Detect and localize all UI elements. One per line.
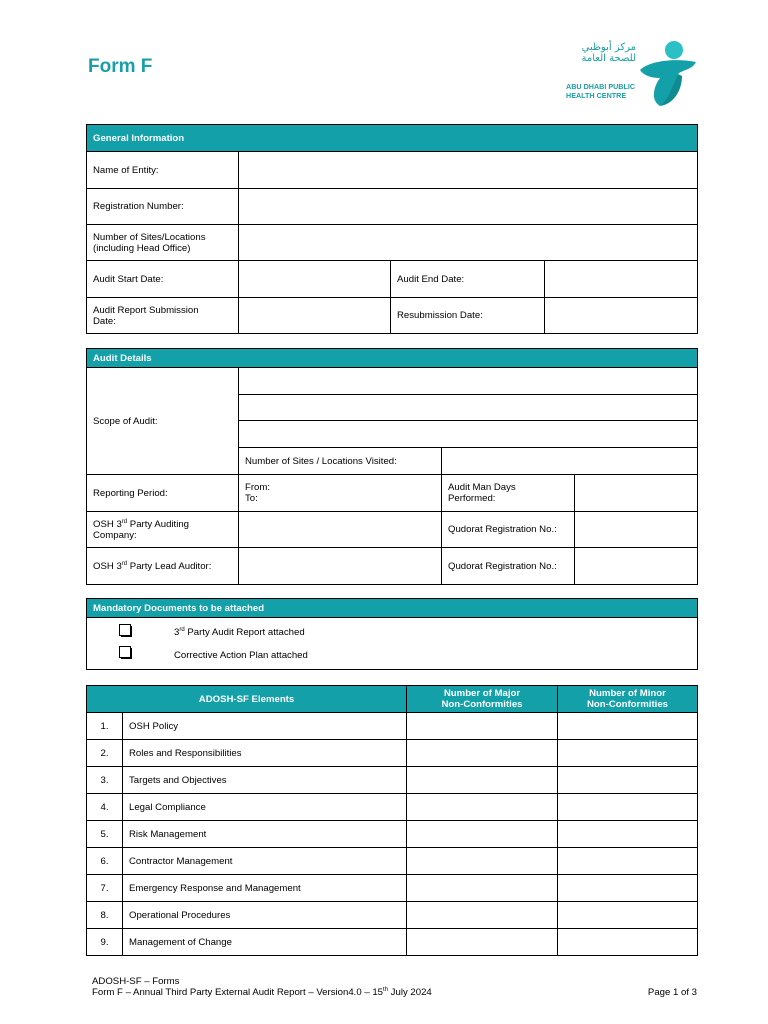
major-nc-header-line2: Non-Conformities xyxy=(441,699,523,710)
row-number: 3. xyxy=(87,767,123,794)
audit-start-date-label: Audit Start Date: xyxy=(87,261,239,298)
minor-nc-cell[interactable] xyxy=(558,821,698,848)
footer-line2-post: July 2024 xyxy=(388,987,432,998)
table-row xyxy=(87,902,698,929)
scope-of-audit-label: Scope of Audit: xyxy=(87,368,239,475)
footer-line1: ADOSH-SF – Forms xyxy=(92,976,180,987)
major-nc-cell[interactable] xyxy=(407,848,558,875)
general-information-heading: General Information xyxy=(87,125,698,152)
major-nc-header-line1: Number of Major xyxy=(443,688,521,699)
man-days-field[interactable] xyxy=(575,475,698,512)
page-number: Page 1 of 3 xyxy=(647,987,697,998)
auditing-company-label-line2: Company: xyxy=(93,529,137,541)
auditing-company-label-post: Party Auditing xyxy=(127,518,190,530)
submission-date-label xyxy=(87,298,239,334)
form-title: Form F xyxy=(88,56,153,77)
doc-audit-report-pre: 3 xyxy=(174,627,180,638)
element-name: OSH Policy xyxy=(123,713,407,740)
major-nc-cell[interactable] xyxy=(407,875,558,902)
major-nc-cell[interactable] xyxy=(407,902,558,929)
entity-name-field[interactable] xyxy=(239,152,698,189)
auditing-company-label-sup: rd xyxy=(121,518,128,525)
logo-english-text xyxy=(566,82,636,100)
row-number: 1. xyxy=(87,713,123,740)
minor-nc-cell[interactable] xyxy=(558,740,698,767)
checkbox-audit-report[interactable] xyxy=(119,624,131,636)
reporting-period-field[interactable] xyxy=(239,475,442,512)
table-row xyxy=(87,848,698,875)
auditing-company-label-pre: OSH 3 xyxy=(93,518,122,530)
table-row xyxy=(87,794,698,821)
checkbox-corrective-action[interactable] xyxy=(119,646,131,658)
man-days-label xyxy=(442,475,575,512)
audit-details-heading: Audit Details xyxy=(87,349,698,368)
doc-corrective-action-label: Corrective Action Plan attached xyxy=(174,650,308,661)
table-row xyxy=(87,929,698,956)
registration-number-label: Registration Number: xyxy=(87,189,239,225)
minor-nc-cell[interactable] xyxy=(558,902,698,929)
mandatory-documents-table xyxy=(86,598,698,670)
major-nc-cell[interactable] xyxy=(407,713,558,740)
major-nc-cell[interactable] xyxy=(407,821,558,848)
scope-of-audit-field-3[interactable] xyxy=(239,421,698,448)
major-nc-cell[interactable] xyxy=(407,794,558,821)
minor-nc-cell[interactable] xyxy=(558,794,698,821)
table-row xyxy=(87,740,698,767)
element-name: Management of Change xyxy=(123,929,407,956)
mandatory-documents-body xyxy=(87,618,698,670)
lead-auditor-label-pre: OSH 3 xyxy=(93,560,122,572)
row-number: 8. xyxy=(87,902,123,929)
qudorat-registration-field-2[interactable] xyxy=(575,548,698,585)
reporting-period-label: Reporting Period: xyxy=(87,475,239,512)
major-nc-cell[interactable] xyxy=(407,740,558,767)
to-label: To: xyxy=(245,493,258,504)
doc-audit-report-sup: rd xyxy=(179,626,185,633)
mandatory-documents-heading: Mandatory Documents to be attached xyxy=(87,599,698,618)
row-number: 4. xyxy=(87,794,123,821)
minor-nc-cell[interactable] xyxy=(558,767,698,794)
auditing-company-field[interactable] xyxy=(239,512,442,548)
sites-count-field[interactable] xyxy=(239,225,698,261)
lead-auditor-label-sup: rd xyxy=(121,560,128,567)
sites-count-label-line1: Number of Sites/Locations xyxy=(93,231,206,243)
audit-end-date-label: Audit End Date: xyxy=(391,261,545,298)
registration-number-field[interactable] xyxy=(239,189,698,225)
element-name: Risk Management xyxy=(123,821,407,848)
qudorat-registration-field-1[interactable] xyxy=(575,512,698,548)
footer-line2-pre: Form F – Annual Third Party External Audit Report – Version4.0 – 15 xyxy=(92,987,383,998)
audit-end-date-field[interactable] xyxy=(545,261,698,298)
minor-nc-header-line1: Number of Minor xyxy=(589,688,666,699)
table-row xyxy=(87,713,698,740)
scope-of-audit-field-2[interactable] xyxy=(239,395,698,421)
sites-visited-field[interactable] xyxy=(442,448,698,475)
man-days-label-line1: Audit Man Days xyxy=(448,482,516,493)
audit-start-date-field[interactable] xyxy=(239,261,391,298)
logo-english-line1: ABU DHABI PUBLIC xyxy=(566,82,636,91)
submission-date-label-line2: Date: xyxy=(93,315,116,327)
row-number: 6. xyxy=(87,848,123,875)
sites-visited-label: Number of Sites / Locations Visited: xyxy=(239,448,442,475)
from-label: From: xyxy=(245,482,271,493)
element-name: Roles and Responsibilities xyxy=(123,740,407,767)
minor-nc-header-line2: Non-Conformities xyxy=(586,699,668,710)
doc-audit-report-post: Party Audit Report attached xyxy=(184,627,305,638)
row-number: 2. xyxy=(87,740,123,767)
auditing-company-label-line1 xyxy=(93,519,232,530)
major-nc-cell[interactable] xyxy=(407,929,558,956)
sites-count-label-line2: (including Head Office) xyxy=(93,242,191,254)
lead-auditor-label xyxy=(87,548,239,585)
sites-count-label xyxy=(87,225,239,261)
qudorat-registration-label-1: Qudorat Registration No.: xyxy=(442,512,575,548)
footer-line2 xyxy=(92,987,432,998)
submission-date-field[interactable] xyxy=(239,298,391,334)
footer-line2-sup: th xyxy=(383,986,389,993)
auditing-company-label xyxy=(87,512,239,548)
minor-nc-cell[interactable] xyxy=(558,929,698,956)
minor-nc-column-header xyxy=(558,686,698,713)
audit-details-table xyxy=(86,348,698,585)
element-name: Operational Procedures xyxy=(123,902,407,929)
lead-auditor-field[interactable] xyxy=(239,548,442,585)
row-number: 5. xyxy=(87,821,123,848)
elements-column-header: ADOSH-SF Elements xyxy=(87,686,407,713)
qudorat-registration-label-2: Qudorat Registration No.: xyxy=(442,548,575,585)
entity-name-label: Name of Entity: xyxy=(87,152,239,189)
row-number: 9. xyxy=(87,929,123,956)
major-nc-column-header xyxy=(407,686,558,713)
table-row xyxy=(87,875,698,902)
submission-date-label-line1: Audit Report Submission xyxy=(93,304,199,316)
footer-document-info xyxy=(92,976,432,998)
element-name: Contractor Management xyxy=(123,848,407,875)
element-name: Legal Compliance xyxy=(123,794,407,821)
minor-nc-cell[interactable] xyxy=(558,713,698,740)
table-row xyxy=(87,821,698,848)
general-information-table xyxy=(86,124,698,334)
element-name: Targets and Objectives xyxy=(123,767,407,794)
logo-arabic-text xyxy=(566,42,636,64)
resubmission-date-label: Resubmission Date: xyxy=(391,298,545,334)
adphc-logo xyxy=(566,40,702,112)
element-name: Emergency Response and Management xyxy=(123,875,407,902)
adosh-sf-elements-table xyxy=(86,685,698,956)
scope-of-audit-field-1[interactable] xyxy=(239,368,698,395)
logo-arabic-line1: مركز أبوظبي xyxy=(581,42,636,53)
minor-nc-cell[interactable] xyxy=(558,848,698,875)
man-days-label-line2: Performed: xyxy=(448,493,496,504)
major-nc-cell[interactable] xyxy=(407,767,558,794)
resubmission-date-field[interactable] xyxy=(545,298,698,334)
lead-auditor-label-post: Party Lead Auditor: xyxy=(127,560,212,572)
minor-nc-cell[interactable] xyxy=(558,875,698,902)
logo-english-line2: HEALTH CENTRE xyxy=(566,91,627,100)
row-number: 7. xyxy=(87,875,123,902)
table-row xyxy=(87,767,698,794)
logo-figure-icon xyxy=(638,40,698,110)
doc-audit-report-label xyxy=(174,627,305,638)
logo-arabic-line2: للصحة العامة xyxy=(581,53,636,64)
